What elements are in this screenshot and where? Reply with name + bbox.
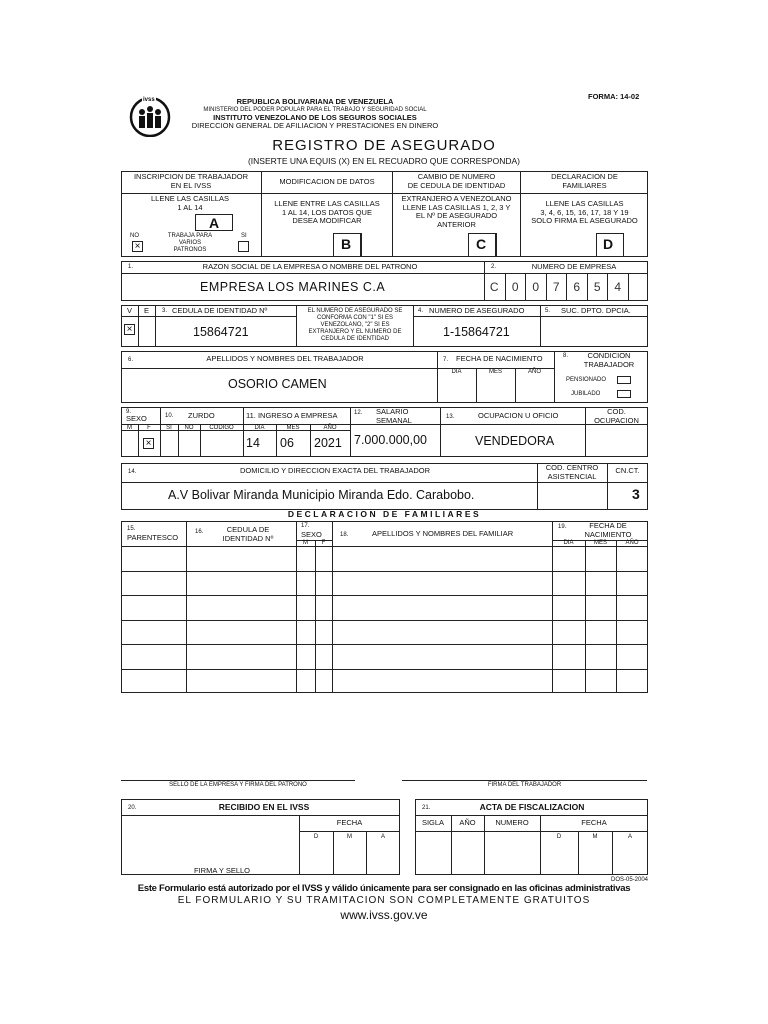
option-a-no: NO — [130, 233, 139, 239]
option-c-desc: EXTRANJERO A VENEZOLANO — [401, 194, 512, 203]
empresa-digit-cell[interactable] — [628, 274, 649, 301]
cedula-label: CEDULA DE IDENTIDAD Nº — [172, 306, 268, 315]
salario-label: SALARIO — [376, 407, 409, 416]
empresa-digit-cell[interactable]: 6 — [566, 274, 587, 301]
familiar-row-divider — [121, 595, 648, 596]
asegurado-value[interactable]: 1-15864721 — [443, 325, 510, 339]
option-a-varios: TRABAJA PARA — [167, 233, 213, 239]
empresa-digit-cell[interactable]: 7 — [546, 274, 567, 301]
jubilado-label: JUBILADO — [571, 391, 601, 397]
option-d-letter: D — [603, 236, 614, 252]
parentesco-label: PARENTESCO — [127, 533, 179, 542]
header-line-2: MINISTERIO DEL PODER POPULAR PARA EL TRABAJO Y SEGURIDAD SOCIAL — [203, 106, 427, 113]
acta-title: ACTA DE FISCALIZACION — [479, 802, 585, 812]
familiar-nombre-label: APELLIDOS Y NOMBRES DEL FAMILIAR — [372, 529, 514, 538]
numero-empresa-label: NUMERO DE EMPRESA — [531, 262, 617, 271]
empresa-digit-cell[interactable]: 0 — [505, 274, 526, 301]
empresa-digit-cell[interactable]: 0 — [525, 274, 546, 301]
asegurado-label: NUMERO DE ASEGURADO — [429, 306, 525, 315]
cedula-value[interactable]: 15864721 — [193, 325, 249, 339]
option-c-letter: C — [476, 236, 487, 252]
sucursal-label: SUC. DPTO. DPCIA. — [561, 306, 631, 315]
option-d-head: DECLARACION DE — [551, 172, 618, 181]
firma-patrono-label: SELLO DE LA EMPRESA Y FIRMA DEL PATRONO — [169, 782, 307, 788]
varios-no-checkbox[interactable]: × — [132, 241, 143, 252]
familiar-row-divider — [121, 620, 648, 621]
familiar-row-divider — [121, 644, 648, 645]
recibido-fecha-label: FECHA — [336, 818, 363, 827]
pensionado-checkbox[interactable] — [617, 376, 631, 384]
option-a-letter: A — [209, 215, 220, 231]
condicion-label: CONDICION — [587, 351, 631, 360]
nacionalidad-v-checkbox[interactable]: × — [124, 324, 135, 335]
header-line-4: DIRECCION GENERAL DE AFILIACION Y PRESTACIONES EN DINERO — [191, 121, 439, 130]
ingreso-ano[interactable]: 2021 — [314, 436, 342, 450]
option-a-desc: LLENE LAS CASILLAS — [151, 194, 229, 203]
option-b-desc: LLENE ENTRE LAS CASILLAS — [274, 199, 380, 208]
pensionado-label: PENSIONADO — [566, 377, 607, 383]
option-b-head: MODIFICACION DE DATOS — [279, 177, 375, 186]
familiares-title: DECLARACION DE FAMILIARES — [287, 509, 482, 519]
ivss-logo — [128, 97, 172, 137]
familiar-cedula-label: CEDULA DE — [226, 525, 270, 534]
option-b-letter: B — [341, 236, 352, 252]
razon-social-label: RAZON SOCIAL DE LA EMPRESA O NOMBRE DEL PATRONO — [202, 262, 418, 271]
asegurado-note: EL NUMERO DE ASEGURADO SE — [307, 308, 403, 314]
empresa-digit-cell[interactable]: 4 — [607, 274, 628, 301]
familiar-sexo-label: SEXO — [301, 530, 322, 539]
page-title: REGISTRO DE ASEGURADO — [272, 137, 496, 154]
page-subtitle: (INSERTE UNA EQUIS (X) EN EL RECUADRO QUE CORRESPONDA) — [247, 156, 521, 166]
option-d-desc: LLENE LAS CASILLAS — [545, 199, 624, 208]
domicilio-value[interactable]: A.V Bolivar Miranda Municipio Miranda Edo. Carabobo. — [168, 488, 475, 502]
option-a-head: INSCRIPCION DE TRABAJADOR — [133, 172, 249, 181]
jubilado-checkbox[interactable] — [617, 390, 631, 398]
cnct-label: CN.CT. — [615, 466, 640, 475]
form-id: FORMA: 14-02 — [588, 92, 640, 101]
header-line-1: REPUBLICA BOLIVARIANA DE VENEZUELA — [236, 97, 394, 106]
ingreso-mes[interactable]: 06 — [280, 436, 294, 450]
ingreso-dia[interactable]: 14 — [246, 436, 260, 450]
familiar-row-divider — [121, 669, 648, 670]
salario-value[interactable]: 7.000.000,00 — [354, 433, 427, 447]
ocupacion-value[interactable]: VENDEDORA — [475, 434, 555, 448]
empresa-digit-cell[interactable]: 5 — [587, 274, 608, 301]
cnct-value[interactable]: 3 — [632, 486, 640, 502]
ocupacion-label: OCUPACION U OFICIO — [478, 411, 559, 420]
footer-url[interactable]: www.ivss.gov.ve — [340, 908, 428, 922]
firma-trabajador-label: FIRMA DEL TRABAJADOR — [487, 782, 562, 788]
razon-social-value[interactable]: EMPRESA LOS MARINES C.A — [200, 280, 386, 294]
footer-gratuito: EL FORMULARIO Y SU TRAMITACION SON COMPLETAMENTE GRATUITOS — [177, 895, 591, 906]
familiar-nacimiento-label: FECHA DE — [589, 521, 627, 530]
cod-ocupacion-label: COD. — [607, 407, 626, 416]
option-c-head: CAMBIO DE NUMERO — [417, 172, 496, 181]
cod-centro-label: COD. CENTRO — [545, 463, 599, 472]
varios-si-checkbox[interactable] — [238, 241, 249, 252]
option-a-si: SI — [241, 233, 247, 239]
domicilio-label: DOMICILIO Y DIRECCION EXACTA DEL TRABAJADOR — [239, 466, 431, 475]
form-code: DOS-05-2004 — [611, 877, 649, 883]
logo-text: ivss — [143, 97, 155, 103]
apellidos-nombres-value[interactable]: OSORIO CAMEN — [228, 377, 327, 391]
ingreso-label: 11. INGRESO A EMPRESA — [246, 411, 338, 420]
zurdo-label: ZURDO — [188, 411, 215, 420]
sexo-label: SEXO — [126, 414, 147, 423]
recibido-title: RECIBIDO EN EL IVSS — [218, 802, 310, 812]
nacimiento-label: FECHA DE NACIMIENTO — [456, 354, 543, 363]
firma-sello-label: FIRMA Y SELLO — [194, 866, 250, 875]
familiar-row-divider — [121, 571, 648, 572]
header-line-3: INSTITUTO VENEZOLANO DE LOS SEGUROS SOCIALES — [213, 112, 417, 122]
empresa-digit-cell[interactable]: C — [489, 280, 499, 294]
apellidos-nombres-label: APELLIDOS Y NOMBRES DEL TRABAJADOR — [206, 354, 364, 363]
footer-authorization: Este Formulario está autorizado por el IVSS y válido únicamente para ser consignado en las oficinas administrativas — [137, 883, 631, 894]
sexo-f-checkbox[interactable]: × — [143, 438, 154, 449]
